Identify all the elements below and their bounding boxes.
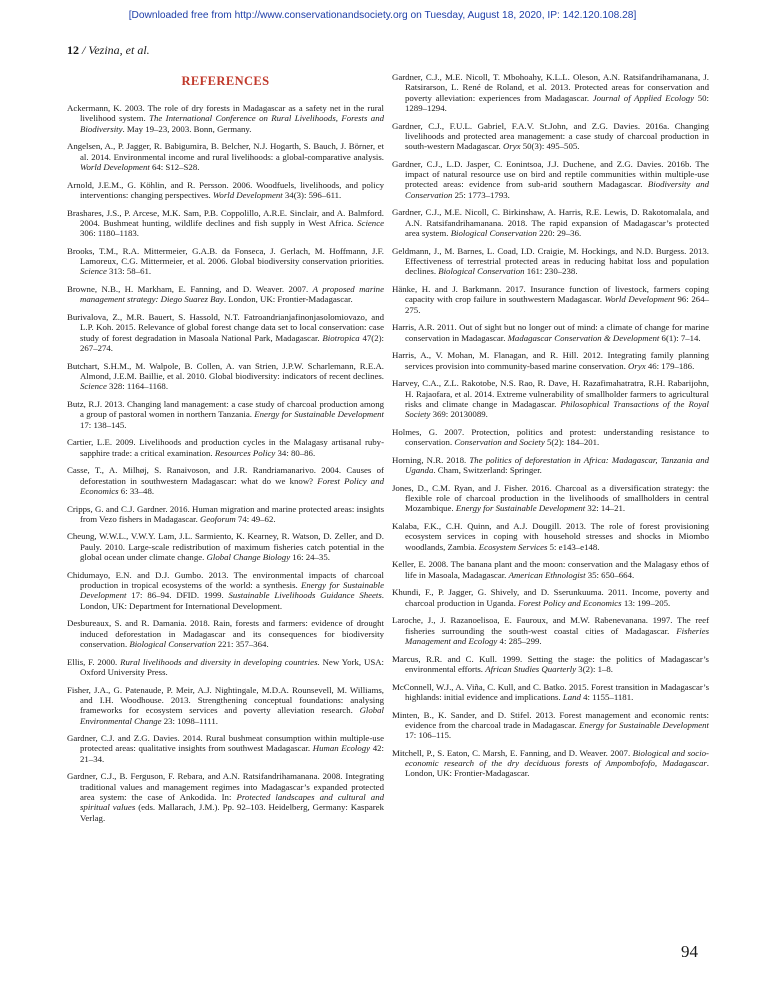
reference-entry: McConnell, W.J., A. Viña, C. Kull, and C. Batko. 2015. Forest transition in Madagascar’s highlands: initial evidence and implications. Land 4: 1155–1181. [392,681,709,702]
reference-entry: Brooks, T.M., R.A. Mittermeier, G.A.B. da Fonseca, J. Gerlach, M. Hoffmann, J.F. Lamoreux, C.G. Mittermeier, et al. 2006. Global biodiversity conservation priorities. Science 313: 58–61. [67,245,384,277]
page-number: 94 [681,942,698,961]
reference-entry: Mitchell, P., S. Eaton, C. Marsh, E. Fanning, and D. Weaver. 2007. Biological and socio-economic research of the dry deciduous forests of Ampombofofo, Madagascar. London, UK: Frontier-Madagascar. [392,747,709,779]
reference-entry: Desbureaux, S. and R. Damania. 2018. Rain, forests and farmers: evidence of drought induced deforestation in Madagascar and its consequences for biodiversity conservation. Biological Conservation 221: 357–364. [67,618,384,649]
reference-entry: Gardner, C.J., F.U.L. Gabriel, F.A.V. St.John, and Z.G. Davies. 2016a. Changing livelihoods and protected area management: a case study of charcoal production in south-western Madagascar. Oryx 50(3): 495–505. [392,120,709,152]
right-column [392,72,709,786]
reference-entry: Brashares, J.S., P. Arcese, M.K. Sam, P.B. Coppolillo, A.R.E. Sinclair, and A. Balmford. 2004. Bushmeat hunting, wildlife declines and fish supply in West Africa. Science 306: 1180–1183. [67,207,384,239]
reference-entry: Marcus, R.R. and C. Kull. 1999. Setting the stage: the politics of Madagascar’s environmental efforts. African Studies Quarterly 3(2): 1–8. [392,653,709,674]
reference-entry: Burivalova, Z., M.R. Bauert, S. Hassold, N.T. Fatroandrianjafinonjasolomiovazo, and L.P. Koh. 2015. Relevance of global forest change data set to local conservation: case study of forest degradation in Masoala National Park, Madagascar. Biotropica 47(2): 267–274. [67,312,384,353]
references-heading: REFERENCES [181,74,270,88]
reference-entry: Keller, E. 2008. The banana plant and the moon: conservation and the Malagasy ethos of life in Masoala, Madagascar. American Ethnologist 35: 650–664. [392,559,709,580]
reference-entry: Hänke, H. and J. Barkmann. 2017. Insurance function of livestock, farmers coping capacity with crop failure in southwestern Madagascar. World Development 96: 264–275. [392,284,709,315]
reference-entry: Gardner, C.J., M.E. Nicoll, C. Birkinshaw, A. Harris, R.E. Lewis, D. Rakotomalala, and A.N. Ratsifandrihamanana. 2018. The rapid expansion of Madagascar’s protected area system. Biological Conservation 220: 29–36. [392,207,709,239]
reference-entry: Gardner, C.J., L.D. Jasper, C. Eonintsoa, J.J. Duchene, and Z.G. Davies. 2016b. The impact of natural resource use on bird and reptile communities within multiple-use protected areas: evidence from sub-arid southern Madagascar. Biodiversity and Conservation 25: 1773–1793. [392,158,709,200]
reference-entry: Browne, N.B., H. Markham, E. Fanning, and D. Weaver. 2007. A proposed marine management strategy: Diego Suarez Bay. London, UK: Frontier-Madagascar. [67,284,384,305]
reference-entry: Cripps, G. and C.J. Gardner. 2016. Human migration and marine protected areas: insights from Vezo fishers in Madagascar. Geoforum 74: 49–62. [67,503,384,524]
left-column [67,72,384,830]
reference-entry: Harris, A.R. 2011. Out of sight but no longer out of mind: a climate of change for marine conservation in Madagascar. Madagascar Conservation & Development 6(1): 7–14. [392,322,709,343]
reference-entry: Angelsen, A., P. Jagger, R. Babigumira, B. Belcher, N.J. Hogarth, S. Bauch, J. Börner, et al. 2014. Environmental income and rural livelihoods: a global-comparative analysis. World Development 64: S12–S28. [67,141,384,172]
running-head [67,43,150,58]
reference-entry: Gardner, C.J., M.E. Nicoll, T. Mbohoahy, K.L.L. Oleson, A.N. Ratsifandrihamanana, J. Ratsirarson, L. René de Roland, et al. 2013. Protected areas for conservation and poverty alleviation: experiences from Madagascar. Journal of Applied Ecology 50: 1289–1294. [392,72,709,113]
reference-entry: Khundi, F., P. Jagger, G. Shively, and D. Sserunkuuma. 2011. Income, poverty and charcoal production in Uganda. Forest Policy and Economics 13: 199–205. [392,587,709,608]
reference-entry: Ellis, F. 2000. Rural livelihoods and diversity in developing countries. New York, USA: Oxford University Press. [67,656,385,677]
reference-entry: Gardner, C.J. and Z.G. Davies. 2014. Rural bushmeat consumption within multiple-use protected areas: qualitative insights from southwest Madagascar. Human Ecology 42: 21–34. [67,733,384,764]
reference-entry: Holmes, G. 2007. Protection, politics and protest: understanding resistance to conservation. Conservation and Society 5(2): 184–201. [392,426,709,448]
reference-entry: Horning, N.R. 2018. The politics of deforestation in Africa: Madagascar, Tanzania and Uganda. Cham, Switzerland: Springer. [392,454,709,476]
reference-entry: Kalaba, F.K., C.H. Quinn, and A.J. Dougill. 2013. The role of forest provisioning ecosystem services in coping with household stresses and shocks in Miombo woodlands, Zambia. Ecosystem Services 5: e143–e148. [392,521,709,552]
reference-entry: Cartier, L.E. 2009. Livelihoods and production cycles in the Malagasy artisanal ruby-sapphire trade: a critical examination. Resources Policy 34: 80–86. [67,437,384,458]
left-reference-list [67,103,384,823]
reference-entry: Gardner, C.J., B. Ferguson, F. Rebara, and A.N. Ratsifandrihamanana. 2008. Integrating traditional values and management regimes into Madagascar’s expanded protected area system: the case of Ankodida. In: Protected landscapes and cultural and spiritual values (eds. Mallarach, J.M.). Pp. 92–103. Heidelberg, Germany: Kasparek Verlag. [67,771,384,823]
reference-entry: Harris, A., V. Mohan, M. Flanagan, and R. Hill. 2012. Integrating family planning services provision into community-based marine conservation. Oryx 46: 179–186. [392,350,709,371]
reference-entry: Laroche, J., J. Razanoelisoa, E. Fauroux, and M.W. Rabenevanana. 1997. The reef fisheries surrounding the south-west coastal cities of Madagascar. Fisheries Management and Ecology 4: 285–299. [392,615,709,646]
reference-entry: Cheung, W.W.L., V.W.Y. Lam, J.L. Sarmiento, K. Kearney, R. Watson, D. Zeller, and D. Pauly. 2010. Large-scale redistribution of maximum fisheries catch potential in the global ocean under climate change. Global Change Biology 16: 24–35. [67,531,384,563]
reference-entry: Ackermann, K. 2003. The role of dry forests in Madagascar as a safety net in the rural livelihood system. The International Conference on Rural Livelihoods, Forests and Biodiversity. May 19–23, 2003. Bonn, Germany. [67,103,384,134]
reference-entry: Arnold, J.E.M., G. Köhlin, and R. Persson. 2006. Woodfuels, livelihoods, and policy interventions: changing perspectives. World Development 34(3): 596–611. [67,179,384,200]
reference-entry: Harvey, C.A., Z.L. Rakotobe, N.S. Rao, R. Dave, H. Razafimahatratra, R.H. Rabarijohn, H. Rajaofara, et al. 2014. Extreme vulnerability of smallholder farmers to agricultural risks and climate change in Madagascar. Philosophical Transactions of the Royal Society 369: 20130089. [392,378,709,420]
download-banner[interactable]: [Downloaded free from http://www.conservationandsociety.org on Tuesday, August 18, 2020, IP: 142.120.108.28] [128,10,637,21]
reference-entry: Chidumayo, E.N. and D.J. Gumbo. 2013. The environmental impacts of charcoal production in tropical ecosystems of the world: a synthesis. Energy for Sustainable Development 17: 86–94. DFID. 1999. Sustainable Livelihoods Guidance Sheets. London, UK: Department for International Development. [67,569,384,611]
reference-entry: Casse, T., A. Milhøj, S. Ranaivoson, and J.R. Randriamanarivo. 2004. Causes of deforestation in southwestern Madagascar: what do we know? Forest Policy and Economics 6: 33–48. [67,465,384,496]
reference-entry: Fisher, J.A., G. Patenaude, P. Meir, A.J. Nightingale, M.D.A. Rounsevell, M. Williams, and I.H. Woodhouse. 2013. Strengthening conceptual foundations: analysing frameworks for ecosystem services and poverty alleviation research. Global Environmental Change 23: 1098–1111. [67,684,384,726]
right-reference-list [392,72,709,779]
running-head-page-number: 12 [67,43,79,57]
reference-entry: Butchart, S.H.M., M. Walpole, B. Collen, A. van Strien, J.P.W. Scharlemann, R.E.A. Almond, J.E.M. Baillie, et al. 2010. Global biodiversity: indicators of recent declines. Science 328: 1164–1168. [67,360,384,392]
reference-entry: Geldmann, J., M. Barnes, L. Coad, I.D. Craigie, M. Hockings, and N.D. Burgess. 2013. Effectiveness of terrestrial protected areas in reducing habitat loss and population declines. Biological Conservation 161: 230–238. [392,245,709,277]
reference-entry: Minten, B., K. Sander, and D. Stifel. 2013. Forest management and economic rents: evidence from the charcoal trade in Madagascar. Energy for Sustainable Development 17: 106–115. [392,709,709,741]
reference-entry: Butz, R.J. 2013. Changing land management: a case study of charcoal production among a group of pastoral women in northern Tanzania. Energy for Sustainable Development 17: 138–145. [67,398,384,430]
running-head-authors: / Vezina, et al. [82,43,150,57]
reference-entry: Jones, D., C.M. Ryan, and J. Fisher. 2016. Charcoal as a diversification strategy: the flexible role of charcoal production in the livelihoods of smallholders in central Mozambique. Energy for Sustainable Development 32: 14–21. [392,482,709,514]
